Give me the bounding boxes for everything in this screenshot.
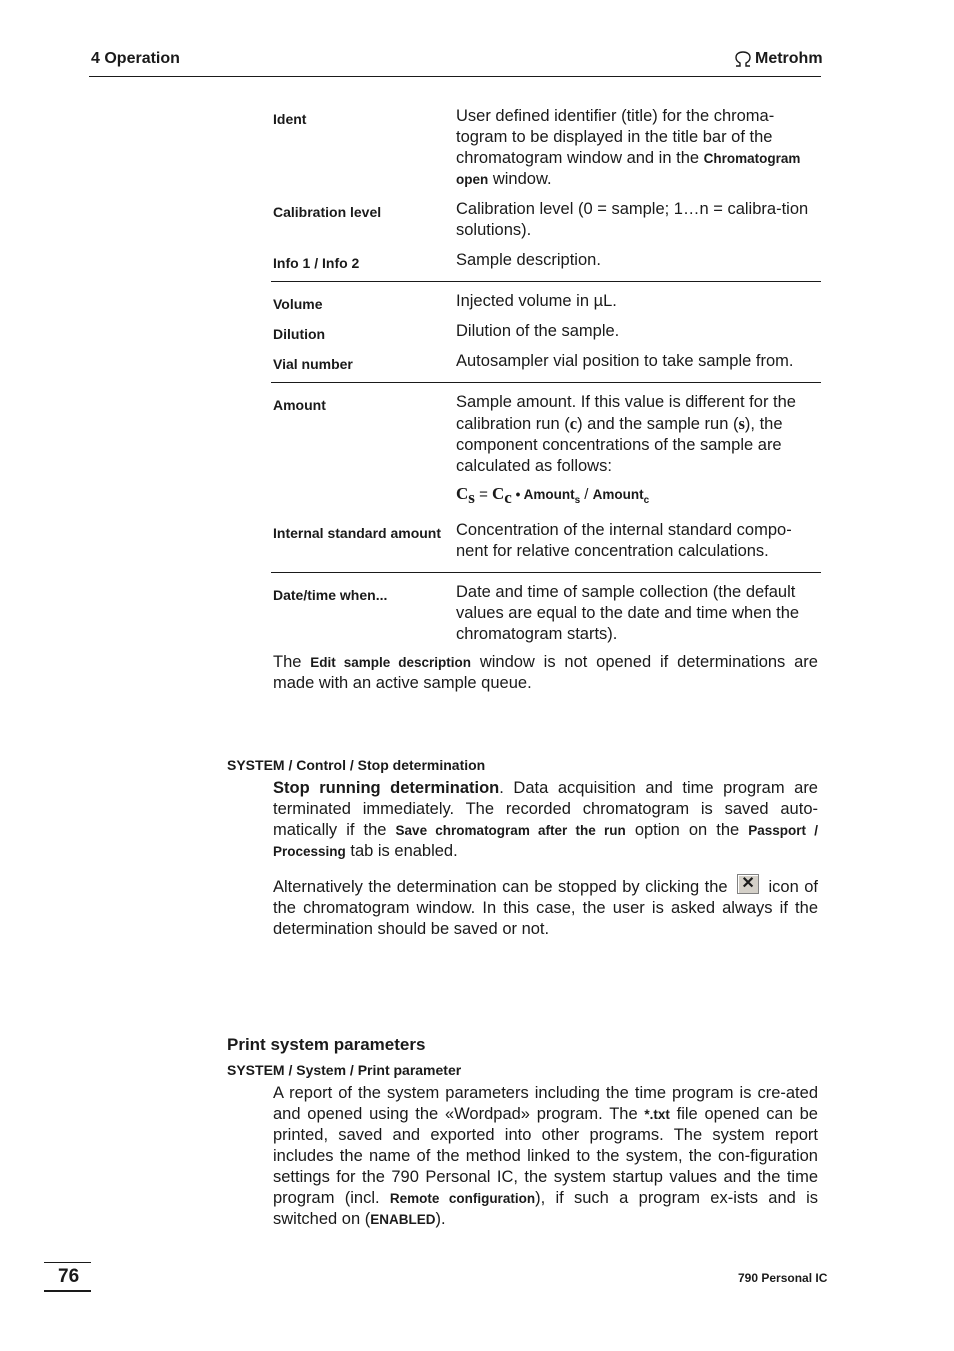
- table-row: [271, 199, 821, 241]
- close-icon: ✕: [737, 874, 759, 894]
- table-row: [271, 392, 821, 511]
- desc-calibration-level: Calibration level (0 = sample; 1…n = calibra-tion solutions).: [456, 200, 809, 239]
- table-row: [271, 106, 821, 190]
- metrohm-logo: [733, 50, 823, 68]
- product-name: 790 Personal IC: [738, 1271, 828, 1285]
- desc-amount: Sample amount. If this value is different for the calibration run (c) and the sample run (s), the component concentrations of the sample are calculated as follows: $C_s = C_c$ • Amount$_s$ / Amount$_c$: [456, 392, 821, 511]
- print-menu-path: SYSTEM / System / Print parameter: [227, 1062, 462, 1078]
- table-row: [271, 582, 821, 645]
- footer-rule: [44, 1290, 91, 1292]
- term-volume: Volume: [273, 296, 323, 312]
- term-ident: Ident: [273, 111, 307, 127]
- print-paragraph: A report of the system parameters including the time program is cre-ated and opened using the «Wordpad» program. The *.txt file opened can be printed, saved and exported into other programs. The system report includes the name of the method linked to the system, the con-figuration settings for the 790 Personal IC, the system startup values and the time program (incl. Remote configuration), if such a program ex-ists and is switched on (ENABLED).: [273, 1084, 818, 1228]
- page-number: 76: [58, 1266, 80, 1287]
- header-rule: [89, 76, 821, 77]
- stop-paragraph: Stop running determination. Data acquisition and time program are terminated immediately. The recorded chromatogram is saved auto-matically if the Save chromatogram after the run option on the Passport / Processing tab is enabled.: [273, 779, 818, 860]
- queue-note: The Edit sample description window is not opened if determinations are made with an active sample queue.: [273, 653, 818, 692]
- concentration-formula: $C_s = C_c$ • Amount$_s$ / Amount$_c$: [456, 484, 650, 507]
- term-internal-standard-amount: Internal standard amount: [273, 525, 442, 541]
- table-row: [271, 351, 821, 372]
- term-date-time: Date/time when...: [273, 587, 388, 603]
- table-row: [271, 291, 821, 312]
- footer-rule-top: [44, 1262, 91, 1263]
- term-dilution: Dilution: [273, 326, 326, 342]
- logo-text: Metrohm: [755, 50, 823, 67]
- term-vial-number: Vial number: [273, 356, 353, 372]
- term-calibration-level: Calibration level: [273, 204, 382, 220]
- term-amount: Amount: [273, 397, 326, 413]
- print-heading: Print system parameters: [227, 1035, 426, 1054]
- desc-volume: Injected volume in µL.: [456, 292, 617, 310]
- stop-menu-path: SYSTEM / Control / Stop determination: [227, 757, 486, 773]
- parameter-table: [271, 106, 821, 655]
- desc-internal-standard-amount: Concentration of the internal standard compo-nent for relative concentration calculations.: [456, 521, 792, 560]
- table-group: [271, 282, 821, 383]
- desc-info: Sample description.: [456, 251, 601, 269]
- term-info: Info 1 / Info 2: [273, 255, 360, 271]
- table-row: [271, 321, 821, 342]
- desc-date-time: Date and time of sample collection (the default values are equal to the date and time when the chromatogram starts).: [456, 583, 800, 643]
- desc-dilution: Dilution of the sample.: [456, 322, 620, 340]
- desc-ident: User defined identifier (title) for the chroma-togram to be displayed in the title bar of the chromatogram window and in the Chromatogram open window.: [456, 107, 801, 188]
- table-group: [271, 106, 821, 282]
- table-row: [271, 250, 821, 271]
- table-row: [271, 520, 821, 562]
- table-group: [271, 573, 821, 655]
- omega-icon: [733, 51, 753, 67]
- table-group: [271, 383, 821, 573]
- chapter-header: 4 Operation: [91, 50, 180, 67]
- stop-alternative-paragraph: Alternatively the determination can be stopped by clicking the ✕ icon of the chromatogram window. In this case, the user is asked always if the determination should be saved or not.: [273, 875, 818, 938]
- desc-vial-number: Autosampler vial position to take sample from.: [456, 352, 794, 370]
